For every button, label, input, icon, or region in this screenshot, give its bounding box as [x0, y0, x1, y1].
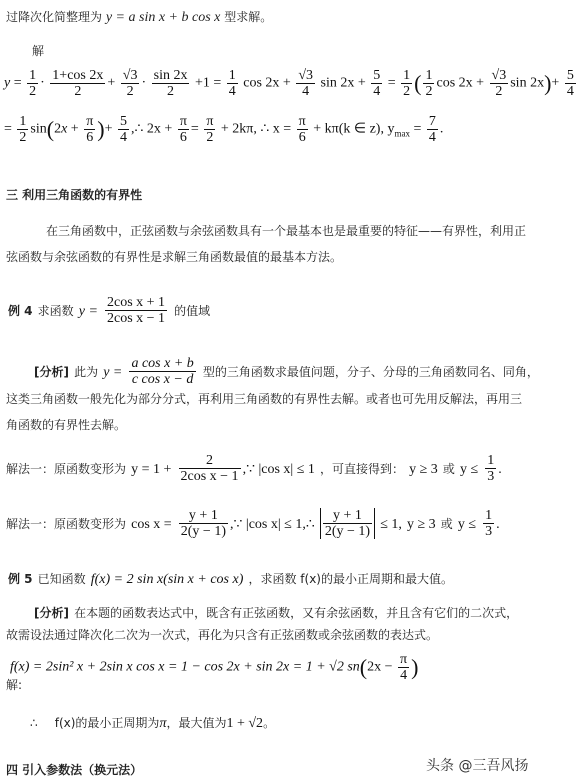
example-5: 例 5 已知函数 f(x) = 2 sin x(sin x + cos x) ，求函数 f(x)的最小正周期和最大值。 — [8, 572, 453, 587]
analysis-5-line-2: 故需设法通过降次化二次为一次式，再化为只含有正弦函数或余弦函数的表达式。 — [6, 628, 439, 642]
method-1: 解法一：原函数变形为 y = 1 + $\frac{2}{\text{2cos x − 1}}$ ,∵ |cos x| ≤ 1 ，可直接得到： y ≥ 3 或 y ≤ $\frac{1}{3}$ . — [6, 453, 502, 484]
example-4-suffix: 的值域 — [174, 304, 211, 318]
conclusion-5: ∴ f(x)的最小正周期为π，最大值为1 + √2。 — [30, 716, 276, 731]
fraction: $\frac{\text{a cos x + b}}{\text{c cos x − d}}$ — [131, 356, 194, 387]
section-4-title: 四 引入参数法（换元法） — [6, 763, 143, 777]
fraction: $\frac{1}{4}$ — [228, 68, 236, 99]
fraction: $\frac{y + 1}{2(y - 1)}$ — [324, 508, 371, 539]
example-4-text: 求函数 — [37, 304, 74, 318]
intro-prefix: 过降次化简整理为 — [6, 10, 103, 24]
fraction: $\frac{1}{2}$ — [19, 114, 27, 145]
fraction: $\frac{\pi}{6}$ — [86, 114, 94, 145]
intro-formula: y = a sin x + b cos x — [105, 10, 221, 25]
method-2: 解法一：原函数变形为 cos x = $\frac{y + 1}{2(y - 1)}$ ,∵ |cos x| ≤ 1,∴ $\frac{y + 1}{2(y - 1)}$ ≤ 1, y ≥ 3 或 y ≤ $\frac{1}{3}$ . — [6, 508, 500, 539]
fraction: $\frac{1}{3}$ — [487, 453, 495, 484]
example-4: 例 4 求函数 y = $\frac{\text{2cos x + 1}}{\text{2cos x − 1}}$ 的值域 — [8, 295, 211, 326]
fraction: $\frac{\pi}{6}$ — [179, 114, 187, 145]
section-3-para-line-2: 弦函数与余弦函数的有界性是求解三角函数最值的最基本方法。 — [6, 250, 343, 264]
fraction: $\frac{1}{2}$ — [403, 68, 411, 99]
analysis-5-label: [分析] — [34, 606, 69, 620]
section-3-para-line-1: 在三角函数中，正弦函数与余弦函数具有一个最基本也是最重要的特征——有界性，利用正 — [46, 224, 527, 238]
fraction: $\frac{5}{4}$ — [373, 68, 381, 99]
solution-5-formula: f(x) = 2sin² x + 2sin x cos x = 1 − cos 2x + sin 2x = 1 + √2 sn(2x − $\frac{\pi}{4}$ ) — [10, 652, 419, 683]
analysis-4-line-3: 角函数的有界性去解。 — [6, 418, 127, 432]
intro-line — [6, 8, 272, 26]
fraction: $\frac{2}{\text{2cos x − 1}}$ — [180, 453, 239, 484]
fraction: $\frac{y + 1}{2(y - 1)}$ — [180, 508, 226, 539]
derivation-line-1: y = $\frac{1}{2}$ · $\frac{1+\cos 2x}{2}$ + $\frac{√3}{2}$ · $\frac{\sin 2x}{2}$ +1 = $\frac{1}{4}$ cos 2x + $\frac{√3}{4}$ sin 2x + $\frac{5}{4}$ = $\frac{1}{2}$ ( $\frac{1}{2}$ cos 2x + $\frac{√3}{2}$ sin 2x)+ $\frac{5}{4}$ — [4, 68, 574, 99]
fraction: $\frac{5}{4}$ — [566, 68, 574, 99]
analysis-5-line-1: [分析] 在本题的函数表达式中，既含有正弦函数，又有余弦函数，并且含有它们的二次式， — [34, 606, 519, 620]
example-5-label: 例 5 — [8, 572, 33, 586]
fraction: $\frac{1}{2}$ — [29, 68, 37, 99]
fraction: $\frac{7}{4}$ — [428, 114, 436, 145]
fraction: $\frac{\pi}{2}$ — [206, 114, 214, 145]
fraction: $\frac{1}{3}$ — [485, 508, 493, 539]
fraction: $\frac{5}{4}$ — [120, 114, 128, 145]
fraction: $\frac{√3}{2}$ — [491, 68, 507, 99]
intro-suffix: 型求解。 — [224, 10, 273, 24]
analysis-4-label: [分析] — [34, 365, 69, 379]
fraction: $\frac{\text{2cos x + 1}}{\text{2cos x − 1}}$ — [107, 295, 166, 326]
section-3-title: 三 利用三角函数的有界性 — [6, 188, 143, 202]
solution-label: 解 — [32, 44, 45, 58]
solution-5-label: 解: — [6, 678, 23, 692]
analysis-4-line-2: 这类三角函数一般先化为部分分式，再利用三角函数的有界性去解。或者也可先用反解法，再用三 — [6, 392, 523, 406]
fraction: $\frac{\pi}{6}$ — [298, 114, 306, 145]
analysis-4-line-1: [分析] 此为 y = $\frac{\text{a cos x + b}}{\text{c cos x − d}}$ 型的三角函数求最值问题，分子、分母的三角函数同名、同角， — [34, 356, 539, 387]
fraction: $\frac{\pi}{4}$ — [400, 652, 408, 683]
fraction: $\frac{1+\cos 2x}{2}$ — [52, 68, 104, 99]
fraction: $\frac{√3}{2}$ — [122, 68, 138, 99]
fraction: $\frac{1}{2}$ — [425, 68, 433, 99]
example-4-label: 例 4 — [8, 304, 33, 318]
derivation-line-2: = $\frac{1}{2}$ sin(2x + $\frac{\pi}{6}$ )+ $\frac{5}{4}$ ,∴ 2x + $\frac{\pi}{6}$ = $\frac{\pi}{2}$ + 2kπ, ∴ x = $\frac{\pi}{6}$ + kπ(k ∈ z), $y_{max}$ = $\frac{7}{4}$ . — [4, 114, 444, 145]
fraction: $\frac{√3}{4}$ — [298, 68, 314, 99]
watermark: 头条 @三吾风扬 — [426, 758, 529, 774]
fraction: $\frac{\sin 2x}{2}$ — [153, 68, 188, 99]
